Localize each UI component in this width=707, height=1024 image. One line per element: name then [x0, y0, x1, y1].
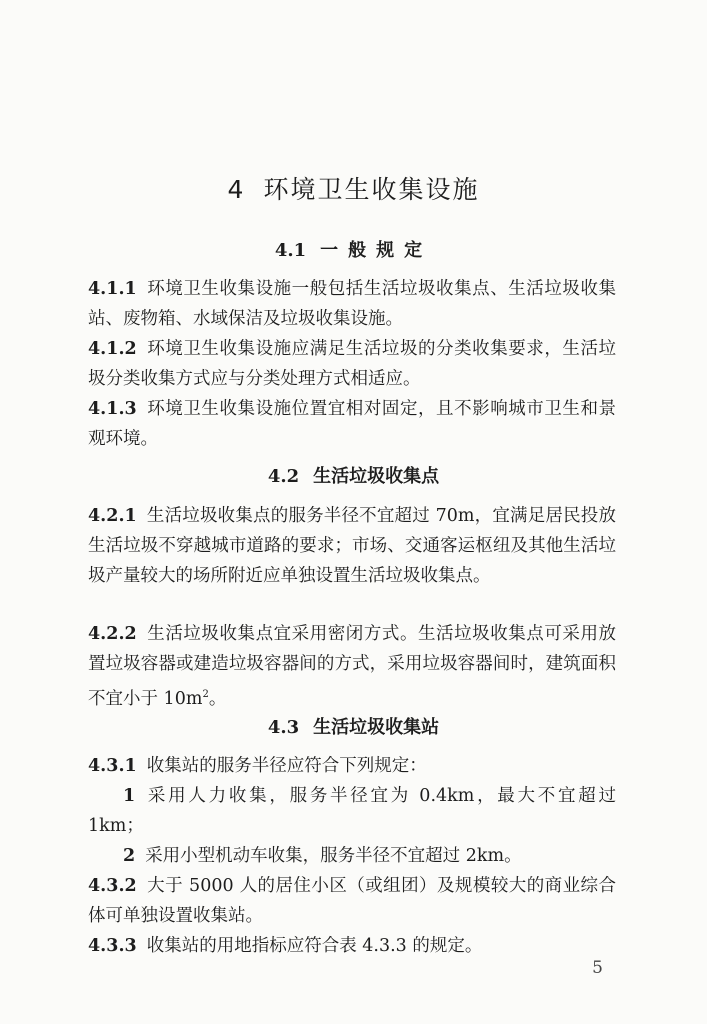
clause-text: 生活垃圾收集点宜采用密闭方式。生活垃圾收集点可采用放置垃圾容器或建造垃圾容器间的方式，采用垃圾容器间时，建筑面积不宜小于 10m	[88, 624, 616, 709]
section-heading-4-2	[0, 462, 707, 488]
clause-4-3-3	[88, 932, 616, 962]
chapter-title-text: 环境卫生收集设施	[263, 175, 480, 204]
clause-4-1-2	[88, 335, 616, 395]
clause-text: 生活垃圾收集点的服务半径不宜超过 70m，宜满足居民投放生活垃圾不穿越城市道路的要求；市场、交通客运枢纽及其他生活垃圾产量较大的场所附近应单独设置生活垃圾收集点。	[88, 506, 616, 586]
section-number: 4.1	[274, 240, 307, 261]
clause-4-1-3	[88, 395, 616, 455]
section-heading-4-1	[0, 236, 707, 262]
item-number: 1	[123, 786, 136, 806]
clause-4-2-1	[88, 502, 616, 591]
section-number: 4.2	[267, 466, 300, 487]
clause-number: 4.2.2	[88, 624, 137, 644]
clause-number: 4.3.1	[88, 756, 137, 776]
clause-number: 4.1.2	[88, 339, 137, 359]
superscript: 2	[202, 688, 209, 700]
page-number: 5	[592, 958, 603, 978]
clause-text: 大于 5000 人的居住小区（或组团）及规模较大的商业综合体可单独设置收集站。	[88, 876, 616, 926]
item-text: 采用小型机动车收集，服务半径不宜超过 2km。	[145, 846, 522, 866]
section-title: 生活垃圾收集点	[313, 466, 440, 487]
clause-4-3-1-item-2	[88, 842, 616, 872]
section-heading-4-3	[0, 713, 707, 739]
clause-4-3-1-item-1	[88, 782, 616, 842]
clause-text: 收集站的服务半径应符合下列规定：	[146, 756, 427, 776]
clause-text: 环境卫生收集设施位置宜相对固定，且不影响城市卫生和景观环境。	[88, 399, 616, 449]
section-title: 生活垃圾收集站	[313, 717, 440, 738]
clause-number: 4.3.3	[88, 936, 137, 956]
item-text: 采用人力收集，服务半径宜为 0.4km，最大不宜超过 1km；	[88, 786, 616, 836]
clause-text: 环境卫生收集设施一般包括生活垃圾收集点、生活垃圾收集站、废物箱、水域保洁及垃圾收集设施。	[88, 279, 616, 329]
item-number: 2	[123, 846, 136, 866]
clause-4-3-1	[88, 752, 616, 782]
clause-number: 4.1.1	[88, 279, 137, 299]
clause-4-2-2	[88, 620, 616, 714]
clause-tail: 。	[208, 688, 227, 709]
chapter-number: 4	[227, 175, 246, 204]
section-number: 4.3	[267, 717, 300, 738]
clause-number: 4.2.1	[88, 506, 137, 526]
section-title: 一般规定	[320, 240, 433, 261]
clause-number: 4.1.3	[88, 399, 137, 419]
clause-4-1-1	[88, 275, 616, 335]
clause-number: 4.3.2	[88, 876, 137, 896]
clause-text: 环境卫生收集设施应满足生活垃圾的分类收集要求，生活垃圾分类收集方式应与分类处理方式相适应。	[88, 339, 616, 389]
chapter-title	[0, 170, 707, 206]
clause-4-3-2	[88, 872, 616, 932]
clause-text: 收集站的用地指标应符合表 4.3.3 的规定。	[146, 936, 483, 956]
